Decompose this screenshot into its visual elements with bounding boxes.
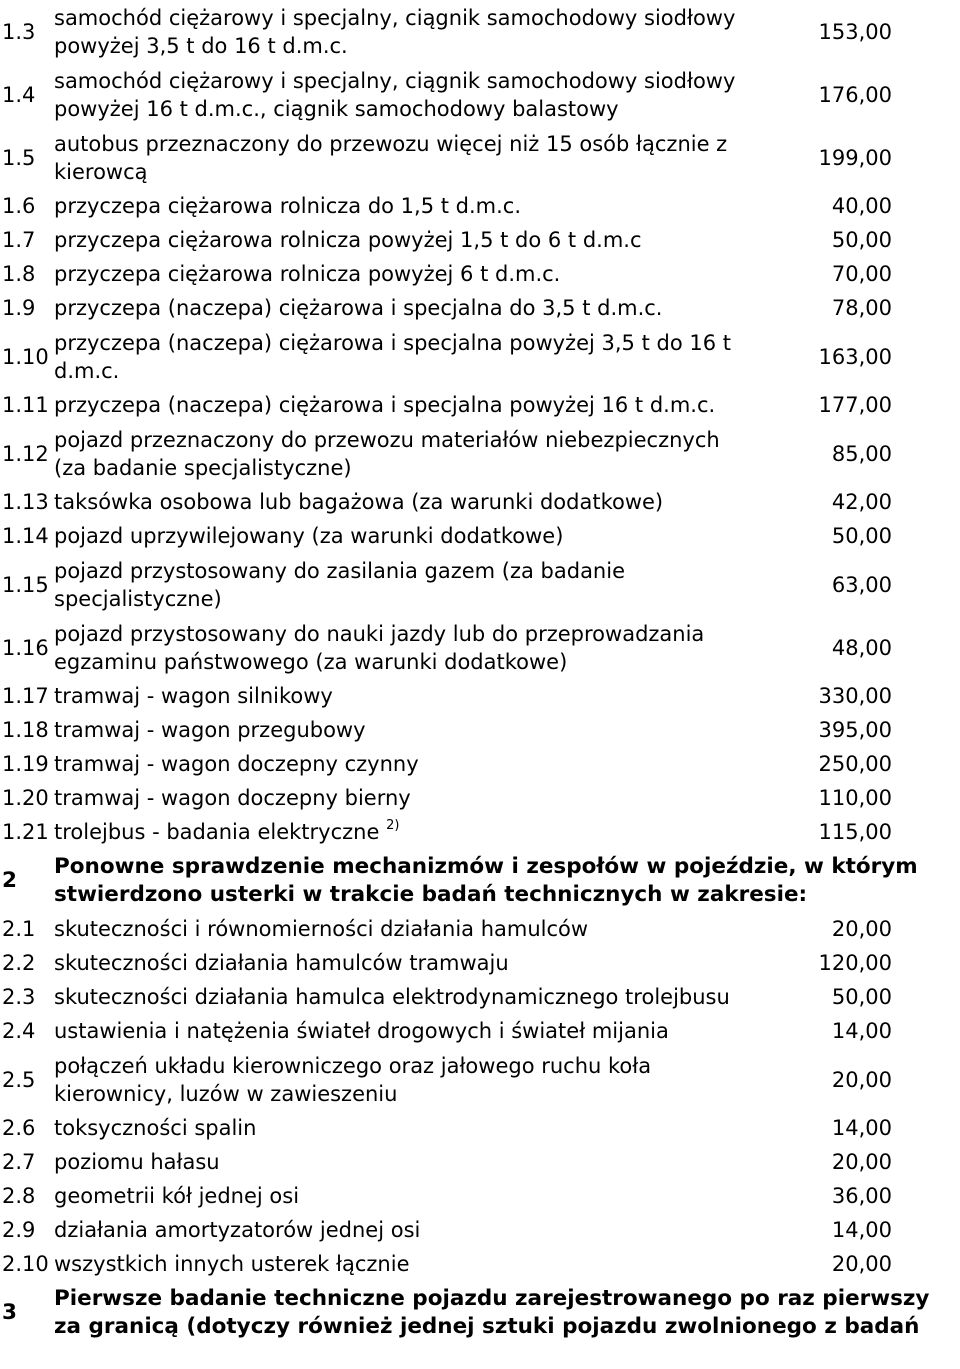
table-row: [0, 1145, 960, 1179]
item-number: 1.18: [2, 718, 49, 742]
item-number: 1.15: [2, 572, 49, 597]
item-number: 2.6: [2, 1116, 36, 1140]
item-description: wszystkich innych usterek łącznie: [54, 1252, 410, 1276]
item-description: przyczepa (naczepa) ciężarowa i specjalna powyżej 16 t d.m.c.: [54, 393, 716, 417]
item-number: 1.6: [2, 194, 36, 218]
table-row: [0, 781, 960, 815]
item-description-text: trolejbus - badania elektryczne: [54, 820, 380, 844]
item-description: tramwaj - wagon doczepny bierny: [54, 786, 411, 810]
item-price: 20,00: [831, 917, 892, 941]
item-description: ustawienia i natężenia świateł drogowych i świateł mijania: [54, 1019, 669, 1043]
table-row: [0, 1048, 960, 1111]
table-row: [0, 63, 960, 126]
item-description: [52, 815, 755, 849]
table-row: [0, 815, 960, 849]
table-row: [0, 1111, 960, 1145]
item-price: 14,00: [831, 1019, 892, 1043]
item-price: 163,00: [818, 344, 892, 369]
item-description: tramwaj - wagon przegubowy: [54, 718, 366, 742]
table-row: [0, 422, 960, 485]
item-price: 63,00: [831, 572, 892, 597]
item-description: działania amortyzatorów jednej osi: [54, 1218, 421, 1242]
section-header-row: [0, 849, 960, 912]
item-price: 395,00: [818, 718, 892, 742]
item-number: 1.13: [2, 490, 49, 514]
item-price: 20,00: [831, 1252, 892, 1276]
item-description: tramwaj - wagon doczepny czynny: [54, 752, 419, 776]
section-number: 3: [2, 1299, 17, 1325]
item-description: przyczepa (naczepa) ciężarowa i specjalna do 3,5 t d.m.c.: [54, 296, 663, 320]
table-row: [0, 616, 960, 679]
table-row: [0, 713, 960, 747]
item-description: tramwaj - wagon silnikowy: [54, 684, 333, 708]
table-row: [0, 1247, 960, 1281]
item-number: 1.8: [2, 262, 36, 286]
item-number: 1.14: [2, 524, 49, 548]
item-number: 1.7: [2, 228, 36, 252]
table-row: [0, 485, 960, 519]
item-price: 50,00: [831, 524, 892, 548]
table-row: [0, 0, 960, 63]
item-price: 20,00: [831, 1067, 892, 1092]
item-description: skuteczności działania hamulców tramwaju: [54, 951, 509, 975]
item-price: 177,00: [818, 393, 892, 417]
item-number: 1.19: [2, 752, 49, 776]
section-header-row: [0, 1281, 960, 1344]
item-number: 1.10: [2, 344, 49, 369]
item-price: 153,00: [818, 19, 892, 44]
item-number: 2.7: [2, 1150, 36, 1174]
item-description: pojazd przystosowany do nauki jazdy lub do przeprowadzania egzaminu państwowego (za warunki dodatkowe): [54, 621, 705, 674]
item-price: 199,00: [818, 145, 892, 170]
item-price: 36,00: [831, 1184, 892, 1208]
table-row: [0, 325, 960, 388]
table-row: [0, 980, 960, 1014]
item-description: pojazd uprzywilejowany (za warunki dodatkowe): [54, 524, 564, 548]
item-description: skuteczności działania hamulca elektrodynamicznego trolejbusu: [54, 985, 730, 1009]
item-price: 120,00: [818, 951, 892, 975]
item-description: pojazd przeznaczony do przewozu materiałów niebezpiecznych (za badanie specjalistyczne): [54, 427, 720, 480]
item-number: 1.17: [2, 684, 49, 708]
item-number: 1.21: [2, 820, 49, 844]
item-price: 40,00: [831, 194, 892, 218]
table-row: [0, 1213, 960, 1247]
item-price: 70,00: [831, 262, 892, 286]
item-number: 2.2: [2, 951, 36, 975]
item-description: poziomu hałasu: [54, 1150, 220, 1174]
item-price: 85,00: [831, 441, 892, 466]
item-price: 50,00: [831, 228, 892, 252]
item-price: 42,00: [831, 490, 892, 514]
item-number: 1.3: [2, 19, 36, 44]
table-row: [0, 912, 960, 946]
table-row: [0, 189, 960, 223]
item-number: 1.4: [2, 82, 36, 107]
table-row: [0, 679, 960, 713]
item-price: 48,00: [831, 635, 892, 660]
item-description: przyczepa ciężarowa rolnicza do 1,5 t d.m.c.: [54, 194, 522, 218]
table-row: [0, 1179, 960, 1213]
item-price: 250,00: [818, 752, 892, 776]
item-number: 1.5: [2, 145, 36, 170]
item-number: 2.4: [2, 1019, 36, 1043]
item-number: 2.5: [2, 1067, 36, 1092]
table-row: [0, 946, 960, 980]
table-row: [0, 388, 960, 422]
item-description: przyczepa ciężarowa rolnicza powyżej 1,5 t do 6 t d.m.c: [54, 228, 642, 252]
table-row: [0, 126, 960, 189]
item-description: autobus przeznaczony do przewozu więcej niż 15 osób łącznie z kierowcą: [54, 131, 728, 184]
section-number: 2: [2, 867, 17, 893]
item-price: 14,00: [831, 1218, 892, 1242]
item-number: 1.9: [2, 296, 36, 320]
item-number: 2.9: [2, 1218, 36, 1242]
item-price: 78,00: [831, 296, 892, 320]
item-price: 330,00: [818, 684, 892, 708]
item-number: 1.16: [2, 635, 49, 660]
table-row: [0, 747, 960, 781]
item-description: pojazd przystosowany do zasilania gazem (za badanie specjalistyczne): [54, 558, 625, 611]
section-title: Pierwsze badanie techniczne pojazdu zarejestrowanego po raz pierwszy za granicą (dotyczy również jednej sztuki pojazdu zwolnionego z badań: [54, 1285, 930, 1339]
table-row: [0, 1014, 960, 1048]
item-description: samochód ciężarowy i specjalny, ciągnik samochodowy siodłowy powyżej 3,5 t do 16 t d.m.c.: [54, 5, 736, 58]
section-title: Ponowne sprawdzenie mechanizmów i zespołów w pojeździe, w którym stwierdzono usterki w trakcie badań technicznych w zakresie:: [54, 853, 918, 907]
item-number: 1.12: [2, 441, 49, 466]
item-price: 110,00: [818, 786, 892, 810]
item-price: 20,00: [831, 1150, 892, 1174]
table-row: [0, 519, 960, 553]
table-row: [0, 223, 960, 257]
item-number: 1.11: [2, 393, 49, 417]
item-description: przyczepa ciężarowa rolnicza powyżej 6 t d.m.c.: [54, 262, 561, 286]
item-number: 1.20: [2, 786, 49, 810]
table-row: [0, 553, 960, 616]
item-price: 176,00: [818, 82, 892, 107]
item-number: 2.10: [2, 1252, 49, 1276]
item-description: toksyczności spalin: [54, 1116, 257, 1140]
item-price: 14,00: [831, 1116, 892, 1140]
item-price: 115,00: [818, 820, 892, 844]
item-description: skuteczności i równomierności działania hamulców: [54, 917, 589, 941]
item-number: 2.1: [2, 917, 36, 941]
table-row: [0, 257, 960, 291]
item-description: taksówka osobowa lub bagażowa (za warunki dodatkowe): [54, 490, 664, 514]
item-price: 50,00: [831, 985, 892, 1009]
item-description: przyczepa (naczepa) ciężarowa i specjalna powyżej 3,5 t do 16 t d.m.c.: [54, 330, 731, 383]
item-number: 2.3: [2, 985, 36, 1009]
item-description: połączeń układu kierowniczego oraz jałowego ruchu koła kierownicy, luzów w zawieszeniu: [54, 1053, 652, 1106]
item-description: geometrii kół jednej osi: [54, 1184, 300, 1208]
item-description: samochód ciężarowy i specjalny, ciągnik samochodowy siodłowy powyżej 16 t d.m.c., ciągnik samochodowy balastowy: [54, 68, 736, 121]
table-row: [0, 291, 960, 325]
footnote-marker: 2): [386, 818, 400, 833]
item-number: 2.8: [2, 1184, 36, 1208]
